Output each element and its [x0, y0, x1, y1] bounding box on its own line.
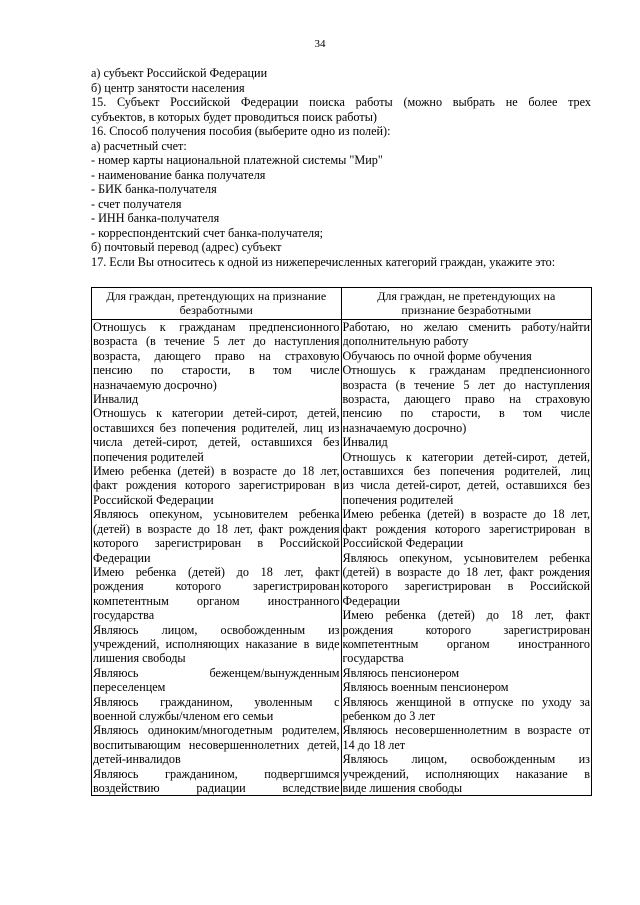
- text-line: - ИНН банка-получателя: [91, 211, 220, 225]
- table-line: лишения свободы: [93, 651, 186, 666]
- table-line: 14 до 18 лет: [342, 737, 406, 752]
- table-line: ребенком до 3 лет: [342, 708, 436, 723]
- table-line: Являюсь гражданином, уволенным с: [93, 694, 340, 709]
- table-line: Отношусь к категории детей-сирот, детей,: [342, 449, 590, 464]
- table-line: возраста (в течение 5 лет до наступления: [342, 377, 590, 392]
- table-line: Являюсь беженцем/вынужденным: [93, 665, 340, 680]
- table-line: Имею ребенка (детей) в возрасте до 18 лет,: [93, 464, 340, 479]
- table-line: Являюсь одиноким/многодетным родителем,: [93, 723, 340, 738]
- page-number: 34: [314, 38, 326, 50]
- table-line: возраста, дающего право на страховую: [93, 348, 340, 363]
- table-line: детей-инвалидов: [93, 752, 181, 767]
- text-line: субъектов, в которых будет проводиться поиск работы): [91, 109, 377, 124]
- text-line: - наименование банка получателя: [91, 167, 266, 182]
- table-line: Имею ребенка (детей) до 18 лет, факт: [342, 608, 590, 623]
- table-line: Отношусь к категории детей-сирот, детей,: [93, 406, 340, 421]
- table-line: Являюсь военным пенсионером: [342, 680, 509, 695]
- table-line: которого зарегистрирован в Российской: [342, 579, 590, 594]
- table-line: факт рождения которого зарегистрирован в: [342, 521, 590, 536]
- header-non-claimants-line: Для граждан, не претендующих на: [377, 289, 556, 303]
- table-line: Федерации: [93, 550, 151, 565]
- table-line: воспитывающим несовершеннолетних детей,: [93, 737, 340, 752]
- table-line: Обучаюсь по очной форме обучения: [342, 348, 532, 363]
- table-line: назначаемую досрочно): [342, 420, 467, 435]
- table-line: дополнительную работу: [342, 334, 469, 349]
- table-line: Отношусь к гражданам предпенсионного: [93, 320, 340, 334]
- text-line: - счет получателя: [91, 196, 182, 211]
- table-line: пенсию по старости, в том числе: [93, 363, 340, 378]
- table-line: Имею ребенка (детей) до 18 лет, факт: [93, 564, 340, 579]
- table-line: оставшихся без попечения родителей, лиц: [342, 464, 590, 479]
- header-non-claimants-line: признание безработными: [401, 303, 532, 317]
- text-line: 17. Если Вы относитесь к одной из нижеперечисленных категорий граждан, укажите это:: [91, 254, 556, 269]
- table-line: рождения которого зарегистрирован: [93, 579, 340, 594]
- table-line: оставшихся без попечения родителей, лиц из: [93, 420, 340, 435]
- table-line: пенсию по старости, в том числе: [342, 406, 590, 421]
- table-line: виде лишения свободы: [342, 781, 463, 795]
- table-line: Работаю, но желаю сменить работу/найти: [342, 320, 590, 334]
- table-line: Являюсь опекуном, усыновителем ребенка: [93, 507, 340, 522]
- table-line: учреждений, исполняющих наказание в: [342, 766, 590, 781]
- table-line: Российской Федерации: [93, 492, 214, 507]
- header-claimants-line: Для граждан, претендующих на признание: [106, 289, 327, 303]
- table-line: возраста (в течение 5 лет до наступления: [93, 334, 340, 349]
- table-line: Являюсь несовершеннолетним в возрасте от: [342, 723, 590, 738]
- table-line: Являюсь лицом, освобожденным из: [93, 622, 340, 637]
- header-non-claimants: [342, 288, 592, 319]
- table-line: Являюсь опекуном, усыновителем ребенка: [342, 550, 590, 565]
- text-line: а) расчетный счет:: [91, 138, 187, 153]
- table-line: Имею ребенка (детей) в возрасте до 18 лет,: [342, 507, 590, 522]
- table-line: попечения родителей: [342, 492, 454, 507]
- column-non-claimants: [342, 320, 592, 795]
- table-line: компетентным органом иностранного: [342, 636, 590, 651]
- table-body: [92, 320, 591, 795]
- text-line: 16. Способ получения пособия (выберите одно из полей):: [91, 124, 391, 138]
- table-line: компетентным органом иностранного: [93, 593, 340, 608]
- table-line: из числа детей-сирот, детей, оставшихся без: [342, 478, 590, 493]
- table-line: Являюсь гражданином, подвергшимся: [93, 766, 340, 781]
- table-line: Отношусь к гражданам предпенсионного: [342, 363, 590, 378]
- table-header: [92, 288, 591, 320]
- table-line: военной службы/членом его семьи: [93, 708, 274, 723]
- table-line: назначаемую досрочно): [93, 377, 217, 392]
- table-line: (детей) в возрасте до 18 лет, факт рождения: [93, 521, 340, 536]
- header-claimants: [92, 288, 342, 319]
- table-line: факт рождения которого зарегистрирован в: [93, 478, 340, 493]
- text-line: - БИК банка-получателя: [91, 182, 217, 196]
- table-line: Являюсь женщиной в отпуске по уходу за: [342, 694, 590, 709]
- text-line: б) центр занятости населения: [91, 80, 245, 95]
- table-line: переселенцем: [93, 680, 166, 695]
- table-line: (детей) в возрасте до 18 лет, факт рождения: [342, 564, 590, 579]
- categories-table: [91, 287, 592, 796]
- table-line: учреждений, исполняющих наказание в виде: [93, 636, 340, 651]
- table-line: государства: [93, 608, 155, 623]
- table-line: рождения которого зарегистрирован: [342, 622, 590, 637]
- table-line: возраста, дающего право на страховую: [342, 392, 590, 407]
- table-line: государства: [342, 651, 404, 666]
- table-line: Являюсь лицом, освобожденным из: [342, 752, 590, 767]
- table-line: попечения родителей: [93, 449, 204, 464]
- table-line: Федерации: [342, 593, 401, 608]
- table-line: Инвалид: [342, 435, 388, 450]
- text-line: - корреспондентский счет банка-получателя;: [91, 225, 324, 240]
- table-line: воздействию радиации вследствие: [93, 781, 340, 795]
- table-line: Инвалид: [93, 392, 139, 407]
- text-line: б) почтовый перевод (адрес) субъект: [91, 240, 282, 254]
- table-line: числа детей-сирот, детей, оставшихся без: [93, 435, 340, 450]
- text-line: - номер карты национальной платежной системы "Мир": [91, 153, 383, 167]
- table-line: которого зарегистрирован в Российской: [93, 536, 340, 551]
- text-line: 15. Субъект Российской Федерации поиска работы (можно выбрать не более трех: [91, 95, 591, 109]
- body-text: [91, 66, 591, 269]
- text-line: а) субъект Российской Федерации: [91, 66, 268, 80]
- header-claimants-line: безработными: [179, 303, 253, 317]
- table-line: Российской Федерации: [342, 536, 464, 551]
- table-line: Являюсь пенсионером: [342, 665, 460, 680]
- column-claimants: [92, 320, 342, 795]
